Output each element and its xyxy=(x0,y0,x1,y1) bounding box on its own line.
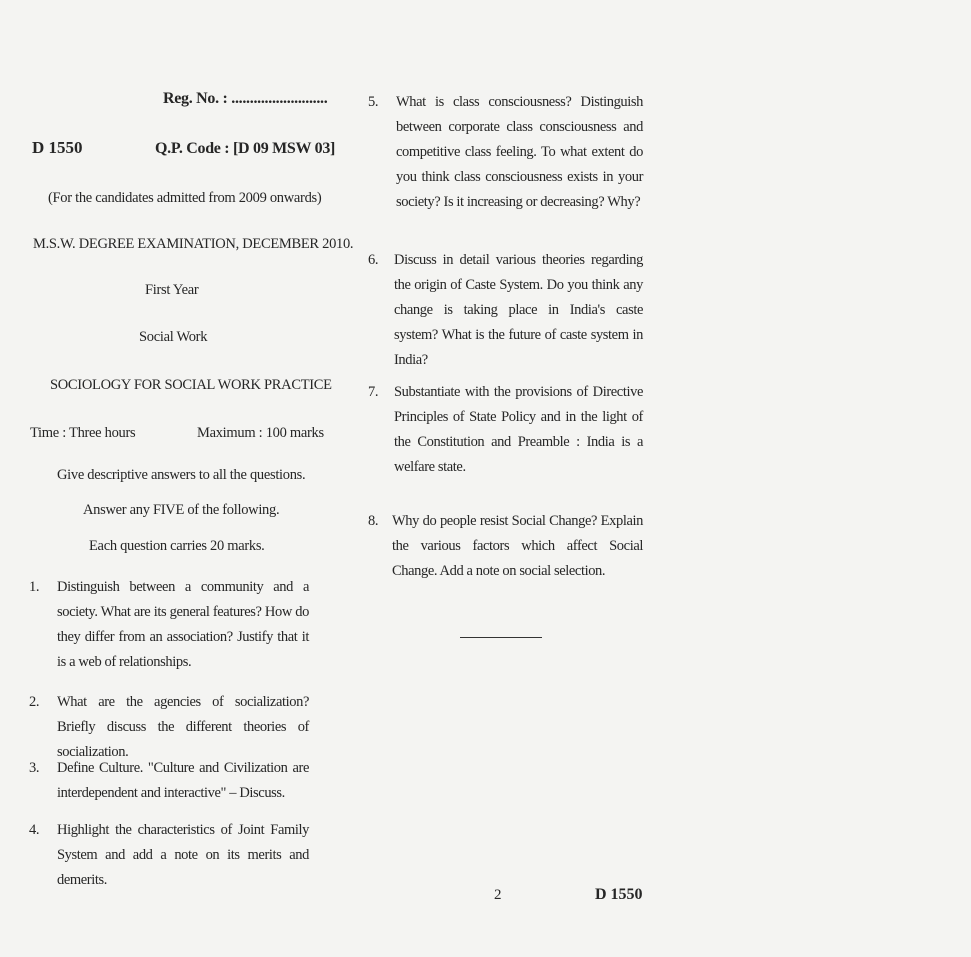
page-number: 2 xyxy=(494,887,502,903)
reg-no: Reg. No. : .......................... xyxy=(163,90,328,107)
question-text: What are the agencies of socialization? Briefly discuss the different theories of socialization. xyxy=(57,694,309,760)
end-rule xyxy=(460,637,542,638)
question-text: Highlight the characteristics of Joint Family System and add a note on its merits and demerits. xyxy=(57,822,309,888)
question-8 xyxy=(368,509,643,584)
question-text: What is class consciousness? Distinguish between corporate class consciousness and competitive class feeling. To what extent do you think class consciousness exists in your society? Is it increasing or decreasing? Why? xyxy=(396,94,643,210)
paper-code: D 1550 xyxy=(32,138,83,157)
exam-title: M.S.W. DEGREE EXAMINATION, DECEMBER 2010. xyxy=(33,236,354,252)
question-number: 1. xyxy=(29,579,40,595)
instruction-2: Answer any FIVE of the following. xyxy=(83,502,280,518)
question-number: 4. xyxy=(29,822,40,838)
question-4 xyxy=(29,818,309,893)
question-6 xyxy=(368,248,643,373)
question-text: Discuss in detail various theories regarding the origin of Caste System. Do you think any change is taking place in India's caste system? What is the future of caste system in India? xyxy=(394,252,643,368)
qp-code: Q.P. Code : [D 09 MSW 03] xyxy=(155,140,336,157)
question-text: Define Culture. "Culture and Civilization are interdependent and interactive" – Discuss. xyxy=(57,760,309,801)
year: First Year xyxy=(145,282,199,298)
question-text: Distinguish between a community and a society. What are its general features? How do they differ from an association? Justify that it is a web of relationships. xyxy=(57,579,309,670)
subject: Social Work xyxy=(139,329,208,345)
admission-note: (For the candidates admitted from 2009 onwards) xyxy=(48,190,322,206)
instruction-3: Each question carries 20 marks. xyxy=(89,538,265,554)
question-number: 8. xyxy=(368,513,379,529)
time: Time : Three hours xyxy=(30,425,136,441)
question-2 xyxy=(29,690,309,765)
footer-paper-code: D 1550 xyxy=(595,886,643,903)
question-number: 5. xyxy=(368,94,379,110)
question-number: 2. xyxy=(29,694,40,710)
question-number: 7. xyxy=(368,384,379,400)
question-text: Why do people resist Social Change? Explain the various factors which affect Social Change. Add a note on social selection. xyxy=(392,513,643,579)
question-number: 6. xyxy=(368,252,379,268)
question-1 xyxy=(29,575,309,675)
question-text: Substantiate with the provisions of Directive Principles of State Policy and in the light of the Constitution and Preamble : India is a welfare state. xyxy=(394,384,643,475)
question-number: 3. xyxy=(29,760,40,776)
instruction-1: Give descriptive answers to all the questions. xyxy=(57,467,306,483)
paper-title: SOCIOLOGY FOR SOCIAL WORK PRACTICE xyxy=(50,377,332,393)
question-5 xyxy=(368,90,643,215)
question-7 xyxy=(368,380,643,480)
question-3 xyxy=(29,756,309,806)
max-marks: Maximum : 100 marks xyxy=(197,425,324,441)
